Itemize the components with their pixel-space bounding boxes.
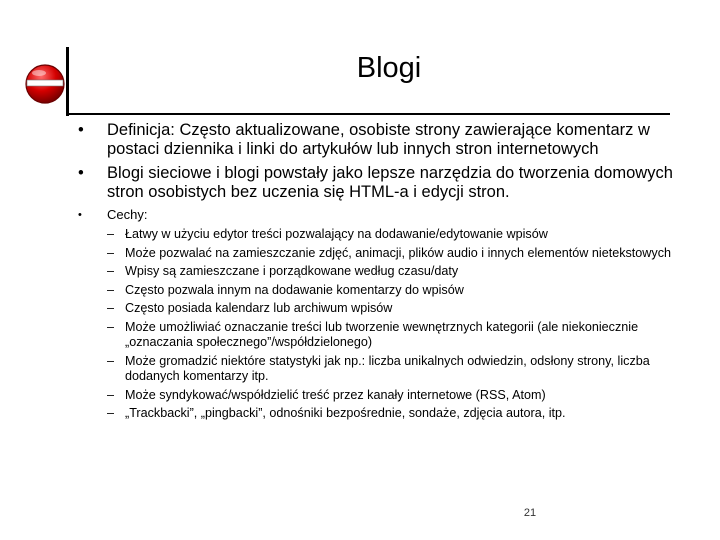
list-item	[78, 246, 678, 262]
list-item-text: Może gromadzić niektóre statystyki jak np.: liczba unikalnych odwiedzin, odsłony strony, liczba dodanych komentarzy itp.	[125, 353, 650, 383]
dash-mark: –	[107, 227, 115, 241]
dash-mark: –	[107, 387, 115, 402]
page-title: Blogi	[356, 52, 422, 84]
slide-content	[78, 121, 678, 425]
bullet-mark: •	[78, 121, 84, 139]
features-list	[78, 227, 678, 422]
bullet-mark: •	[78, 209, 82, 221]
list-item	[78, 227, 678, 243]
dash-mark: –	[107, 406, 115, 420]
list-item	[78, 301, 678, 317]
bullet-mark: •	[78, 164, 84, 182]
list-item	[78, 388, 678, 404]
list-item	[78, 354, 678, 385]
dash-mark: –	[107, 353, 115, 368]
list-item-text: Często pozwala innym na dodawanie komentarzy do wpisów	[125, 282, 464, 297]
bullet-text: Cechy:	[107, 207, 148, 222]
bullet-text: Blogi sieciowe i blogi powstały jako lepsze narzędzia do tworzenia domowych stron osobistych bez uczenia się HTML-a i edycji stron.	[107, 164, 673, 201]
list-item	[78, 283, 678, 299]
red-sphere-logo-icon	[24, 63, 66, 105]
bullet-web-blogs	[78, 164, 678, 202]
dash-mark: –	[107, 319, 115, 334]
bullet-features	[78, 207, 678, 223]
list-item-text: Może pozwalać na zamieszczanie zdjęć, animacji, plików audio i innych elementów nietekstowych	[125, 245, 671, 260]
title-horizontal-rule	[66, 113, 670, 115]
bullet-text: Definicja: Często aktualizowane, osobiste strony zawierające komentarz w postaci dziennika i linki do artykułów lub innych stron internetowych	[107, 121, 650, 158]
list-item	[78, 320, 678, 351]
list-item-text: Łatwy w użyciu edytor treści pozwalający na dodawanie/edytowanie wpisów	[125, 227, 548, 241]
bullet-definition	[78, 121, 678, 159]
list-item-text: Może umożliwiać oznaczanie treści lub tworzenie wewnętrznych kategorii (ale niekoniecznie „oznaczania społecznego”/współdzielonego)	[125, 319, 639, 349]
list-item-text: „Trackbacki”, „pingbacki”, odnośniki bezpośrednie, sondaże, zdjęcia autora, itp.	[125, 406, 566, 420]
list-item	[78, 406, 678, 422]
dash-mark: –	[107, 301, 115, 315]
dash-mark: –	[107, 264, 115, 278]
list-item	[78, 264, 678, 280]
list-item-text: Często posiada kalendarz lub archiwum wpisów	[125, 301, 393, 315]
dash-mark: –	[107, 245, 115, 260]
list-item-text: Wpisy są zamieszczane i porządkowane według czasu/daty	[125, 264, 459, 278]
list-item-text: Może syndykować/współdzielić treść przez kanały internetowe (RSS, Atom)	[125, 387, 546, 402]
dash-mark: –	[107, 282, 115, 297]
page-number: 21	[523, 507, 537, 519]
